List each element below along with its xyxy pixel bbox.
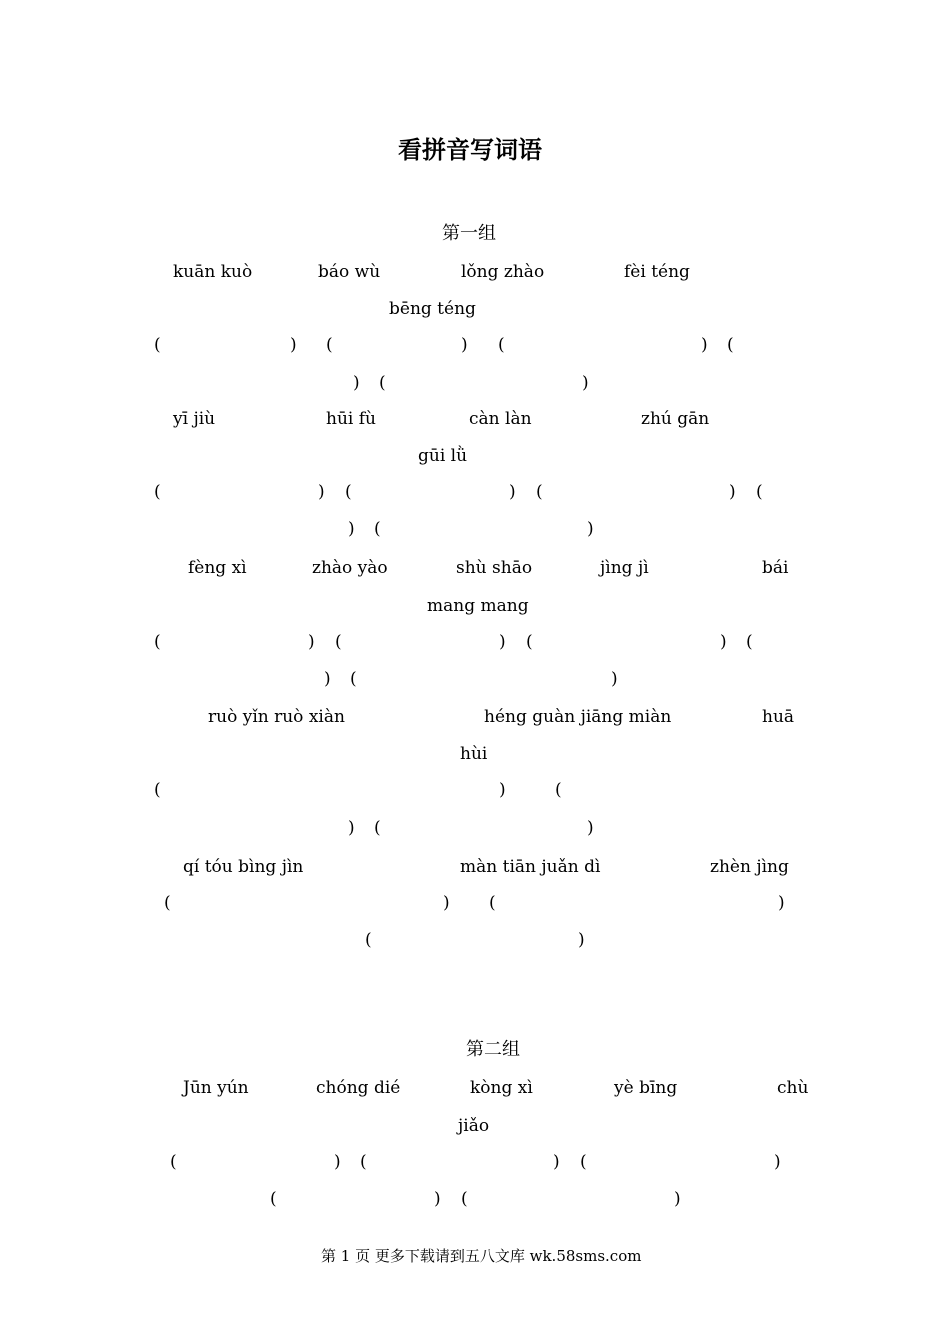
- page-title: 看拼音写词语: [398, 135, 542, 164]
- pinyin-word: yè bīng: [614, 1078, 678, 1098]
- pinyin-word: lǒng zhào: [461, 262, 545, 282]
- answer-paren: ): [509, 482, 516, 502]
- answer-paren: ): [701, 335, 708, 355]
- group-heading: 第二组: [466, 1039, 520, 1060]
- answer-paren: ): [578, 930, 585, 950]
- pinyin-word: hūi fù: [326, 409, 376, 429]
- pinyin-word: huā: [762, 707, 795, 727]
- answer-paren: ): [290, 335, 297, 355]
- answer-paren: (: [374, 519, 381, 539]
- pinyin-word: bái: [762, 558, 789, 578]
- pinyin-word: jiǎo: [458, 1116, 490, 1136]
- answer-paren: ): [720, 632, 727, 652]
- page-footer: 第 1 页 更多下载请到五八文库 wk.58sms.com: [321, 1247, 642, 1265]
- pinyin-word: chóng dié: [316, 1078, 401, 1098]
- answer-paren: ): [674, 1189, 681, 1209]
- answer-paren: (: [526, 632, 533, 652]
- answer-paren: ): [582, 373, 589, 393]
- answer-paren: (: [154, 482, 161, 502]
- pinyin-word: shù shāo: [456, 558, 533, 578]
- answer-paren: (: [727, 335, 734, 355]
- pinyin-word: qí tóu bìng jìn: [183, 857, 304, 877]
- answer-paren: (: [335, 632, 342, 652]
- answer-paren: ): [499, 780, 506, 800]
- answer-paren: ): [778, 893, 785, 913]
- answer-paren: ): [587, 519, 594, 539]
- pinyin-word: báo wù: [318, 262, 381, 282]
- answer-paren: (: [489, 893, 496, 913]
- answer-paren: (: [270, 1189, 277, 1209]
- pinyin-word: mang mang: [427, 596, 529, 616]
- pinyin-word: kòng xì: [470, 1078, 533, 1098]
- answer-paren: ): [774, 1152, 781, 1172]
- answer-paren: (: [746, 632, 753, 652]
- answer-paren: (: [498, 335, 505, 355]
- answer-paren: (: [580, 1152, 587, 1172]
- pinyin-word: fèi téng: [624, 262, 690, 282]
- pinyin-word: ruò yǐn ruò xiàn: [208, 707, 345, 727]
- answer-paren: ): [334, 1152, 341, 1172]
- answer-paren: ): [443, 893, 450, 913]
- answer-paren: (: [154, 335, 161, 355]
- answer-paren: (: [154, 780, 161, 800]
- answer-paren: (: [345, 482, 352, 502]
- answer-paren: (: [326, 335, 333, 355]
- answer-paren: (: [379, 373, 386, 393]
- answer-paren: ): [587, 818, 594, 838]
- answer-paren: (: [360, 1152, 367, 1172]
- pinyin-word: chù: [777, 1078, 809, 1098]
- answer-paren: (: [170, 1152, 177, 1172]
- group-heading: 第一组: [442, 223, 496, 244]
- pinyin-word: kuān kuò: [173, 262, 253, 282]
- answer-paren: ): [434, 1189, 441, 1209]
- pinyin-word: càn làn: [469, 409, 532, 429]
- answer-paren: (: [536, 482, 543, 502]
- pinyin-word: zhào yào: [312, 558, 388, 578]
- pinyin-word: Jūn yún: [183, 1078, 249, 1098]
- pinyin-word: fèng xì: [188, 558, 247, 578]
- answer-paren: (: [365, 930, 372, 950]
- answer-paren: (: [350, 669, 357, 689]
- answer-paren: (: [756, 482, 763, 502]
- pinyin-word: yī jiù: [173, 409, 216, 429]
- answer-paren: (: [164, 893, 171, 913]
- pinyin-word: zhèn jìng: [710, 857, 789, 877]
- answer-paren: ): [553, 1152, 560, 1172]
- answer-paren: ): [353, 373, 360, 393]
- answer-paren: ): [324, 669, 331, 689]
- answer-paren: ): [348, 818, 355, 838]
- pinyin-word: zhú gān: [641, 409, 710, 429]
- answer-paren: ): [729, 482, 736, 502]
- answer-paren: ): [308, 632, 315, 652]
- pinyin-word: hùi: [460, 744, 488, 764]
- pinyin-word: màn tiān juǎn dì: [460, 857, 601, 877]
- answer-paren: ): [318, 482, 325, 502]
- pinyin-word: bēng téng: [389, 299, 476, 319]
- answer-paren: (: [154, 632, 161, 652]
- answer-paren: ): [348, 519, 355, 539]
- answer-paren: ): [611, 669, 618, 689]
- answer-paren: (: [555, 780, 562, 800]
- answer-paren: ): [461, 335, 468, 355]
- answer-paren: ): [499, 632, 506, 652]
- pinyin-word: héng guàn jiāng miàn: [484, 707, 672, 727]
- pinyin-word: gūi lǜ: [418, 446, 468, 466]
- pinyin-word: jìng jì: [600, 558, 649, 578]
- answer-paren: (: [461, 1189, 468, 1209]
- answer-paren: (: [374, 818, 381, 838]
